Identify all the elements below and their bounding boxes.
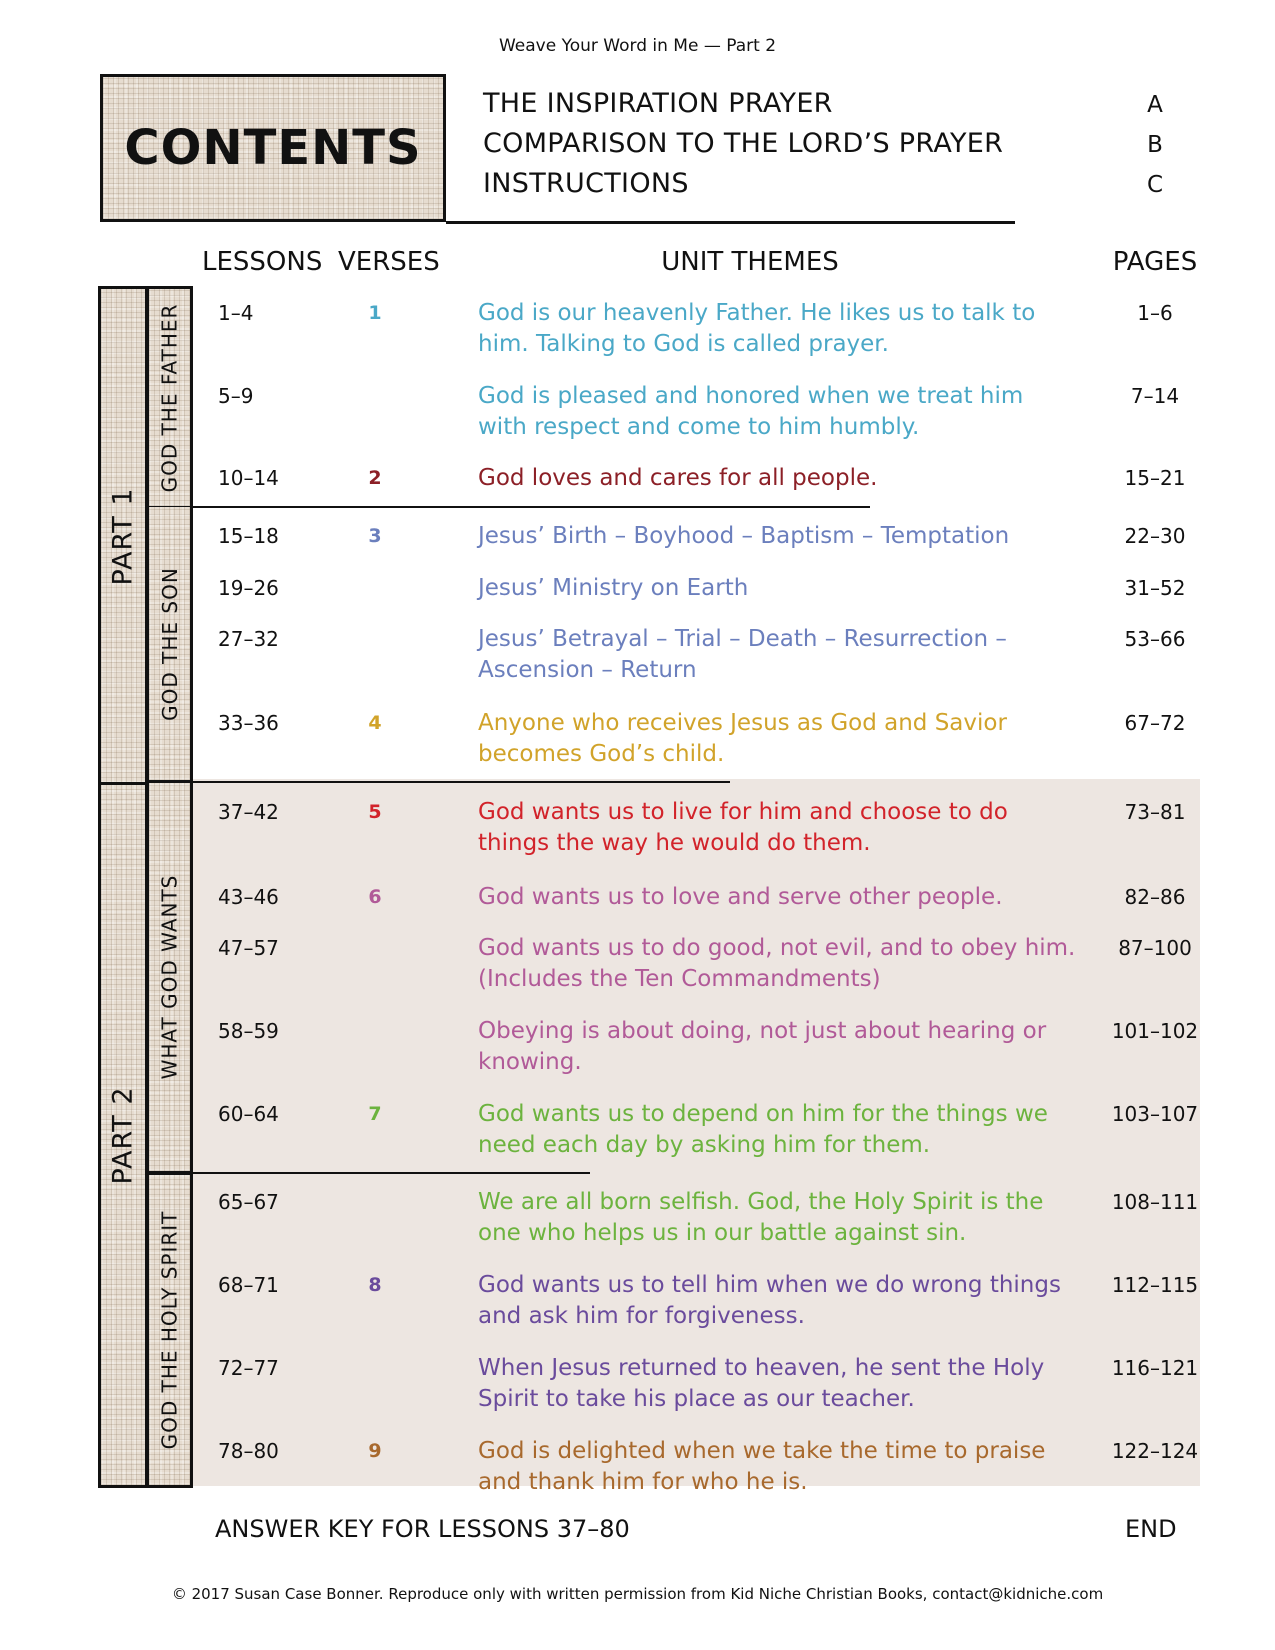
row-lessons: 60–64: [218, 1102, 279, 1126]
row-pages: 122–124: [1111, 1439, 1199, 1463]
section-what-god-wants-column: [146, 780, 193, 1174]
row-pages: 7–14: [1130, 384, 1180, 408]
row-lessons: 58–59: [218, 1019, 279, 1043]
front-matter-page: B: [1147, 132, 1163, 158]
row-theme: We are all born selfish. God, the Holy Spirit is the one who helps us in our battle against sin.: [478, 1189, 1044, 1246]
row-theme: Obeying is about doing, not just about hearing or knowing.: [478, 1018, 1047, 1075]
row-lessons: 68–71: [218, 1273, 279, 1297]
row-verse: 5: [368, 801, 382, 823]
row-pages: 1–6: [1137, 301, 1173, 325]
row-lessons: 1–4: [218, 301, 254, 325]
section-divider: [193, 781, 730, 783]
row-theme: Jesus’ Ministry on Earth: [478, 575, 749, 601]
row-verse: 6: [368, 886, 382, 908]
column-header-verses: VERSES: [338, 247, 440, 277]
row-lessons: 72–77: [218, 1356, 279, 1380]
part-2-label: PART 2: [107, 1085, 139, 1185]
row-theme: God wants us to love and serve other people.: [478, 884, 1003, 910]
row-pages: 31–52: [1124, 576, 1186, 600]
front-matter-divider: [446, 221, 1015, 224]
row-theme: When Jesus returned to heaven, he sent the Holy Spirit to take his place as our teacher.: [478, 1355, 1045, 1412]
row-lessons: 19–26: [218, 576, 279, 600]
column-header-lessons: LESSONS: [202, 247, 323, 277]
section-label: GOD THE FATHER: [157, 303, 182, 492]
row-theme: God is delighted when we take the time to praise and thank him for who he is.: [478, 1438, 1046, 1495]
part-1-label-column: [98, 286, 148, 783]
section-label: GOD THE HOLY SPIRIT: [157, 1210, 182, 1450]
front-matter-item: THE INSPIRATION PRAYER: [483, 88, 833, 119]
row-pages: 53–66: [1124, 627, 1186, 651]
row-verse: 8: [368, 1274, 382, 1296]
row-pages: 73–81: [1124, 800, 1186, 824]
row-lessons: 37–42: [218, 800, 279, 824]
row-theme: God loves and cares for all people.: [478, 465, 878, 491]
section-god-the-son-column: [146, 507, 193, 783]
row-theme: God wants us to do good, not evil, and to obey him. (Includes the Ten Commandments): [478, 935, 1076, 992]
row-theme: Anyone who receives Jesus as God and Savior becomes God’s child.: [478, 710, 1007, 767]
row-pages: 112–115: [1111, 1273, 1199, 1297]
row-theme: God wants us to tell him when we do wrong things and ask him for forgiveness.: [478, 1272, 1061, 1329]
row-pages: 82–86: [1124, 885, 1186, 909]
row-lessons: 65–67: [218, 1190, 279, 1214]
row-theme: God is our heavenly Father. He likes us to talk to him. Talking to God is called prayer.: [478, 300, 1036, 357]
row-verse: 7: [368, 1103, 382, 1125]
column-header-unit-themes: UNIT THEMES: [661, 247, 839, 277]
row-pages: 116–121: [1111, 1356, 1199, 1380]
row-verse: 2: [368, 467, 382, 489]
section-god-the-holy-spirit-column: [146, 1172, 193, 1488]
section-label: WHAT GOD WANTS: [157, 874, 182, 1080]
row-lessons: 15–18: [218, 524, 279, 548]
row-lessons: 47–57: [218, 936, 279, 960]
section-divider: [193, 506, 870, 508]
row-pages: 67–72: [1124, 711, 1186, 735]
row-theme: God wants us to depend on him for the things we need each day by asking him for them.: [478, 1101, 1048, 1158]
row-theme: God is pleased and honored when we treat him with respect and come to him humbly.: [478, 383, 1024, 440]
section-god-the-father-column: [146, 286, 193, 509]
document-header: Weave Your Word in Me — Part 2: [498, 36, 777, 56]
front-matter-item: COMPARISON TO THE LORD’S PRAYER: [483, 128, 1004, 159]
part-2-label-column: [98, 782, 148, 1488]
row-pages: 22–30: [1124, 524, 1186, 548]
row-pages: 87–100: [1118, 936, 1192, 960]
contents-title: CONTENTS: [124, 120, 422, 176]
answer-key-page: END: [1125, 1515, 1177, 1543]
row-verse: 4: [368, 712, 382, 734]
row-theme: Jesus’ Betrayal – Trial – Death – Resurrection – Ascension – Return: [478, 626, 1007, 683]
copyright-notice: © 2017 Susan Case Bonner. Reproduce only with written permission from Kid Niche Christian Books, contact@kidniche.com: [171, 1585, 1104, 1603]
part-1-label: PART 1: [107, 486, 139, 586]
front-matter-page: A: [1147, 92, 1163, 118]
row-theme: Jesus’ Birth – Boyhood – Baptism – Temptation: [478, 523, 1010, 549]
front-matter-page: C: [1146, 172, 1164, 198]
row-verse: 1: [368, 302, 382, 324]
row-pages: 15–21: [1124, 466, 1186, 490]
row-lessons: 33–36: [218, 711, 279, 735]
row-verse: 9: [368, 1440, 382, 1462]
row-pages: 108–111: [1111, 1190, 1199, 1214]
row-pages: 103–107: [1111, 1102, 1199, 1126]
front-matter-item: INSTRUCTIONS: [483, 168, 689, 199]
section-divider: [193, 1172, 590, 1174]
answer-key-label: ANSWER KEY FOR LESSONS 37–80: [215, 1515, 630, 1543]
row-lessons: 78–80: [218, 1439, 279, 1463]
row-lessons: 10–14: [218, 466, 279, 490]
row-lessons: 27–32: [218, 627, 279, 651]
row-lessons: 43–46: [218, 885, 279, 909]
section-label: GOD THE SON: [157, 566, 182, 721]
row-theme: God wants us to live for him and choose to do things the way he would do them.: [478, 799, 1008, 856]
row-verse: 3: [368, 525, 382, 547]
contents-title-box: [100, 74, 446, 222]
row-pages: 101–102: [1111, 1019, 1199, 1043]
column-header-pages: PAGES: [1112, 247, 1198, 277]
row-lessons: 5–9: [218, 384, 254, 408]
